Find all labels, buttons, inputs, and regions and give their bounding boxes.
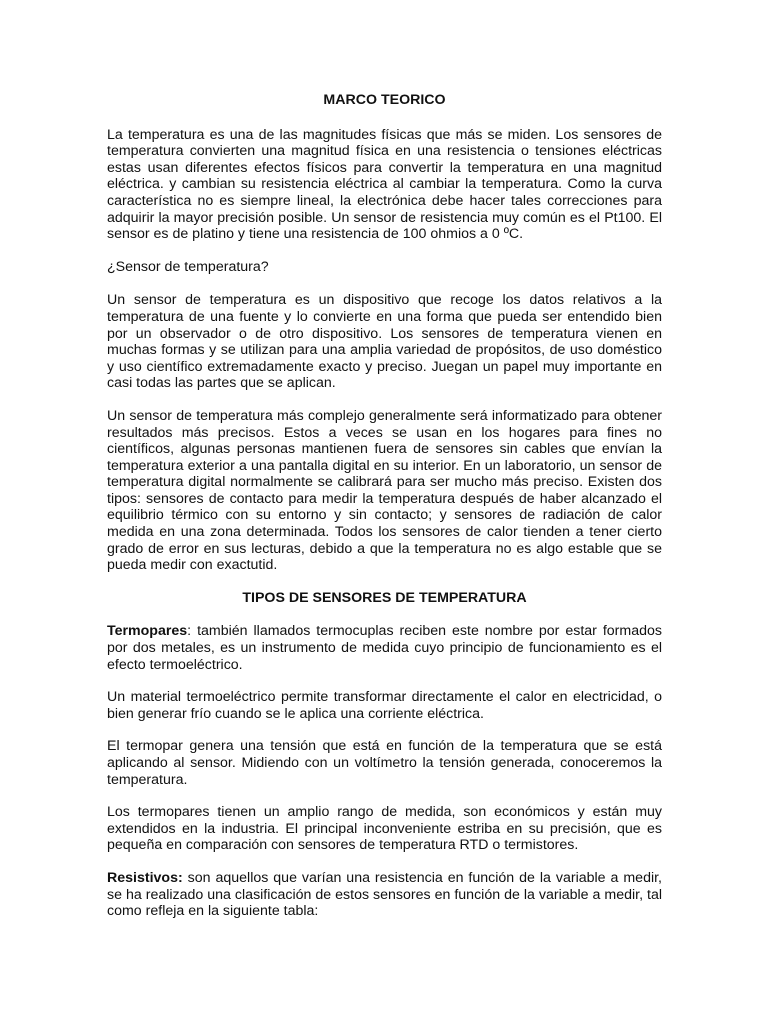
- definition-paragraph: Un sensor de temperatura es un dispositivo que recoge los datos relativos a la temperatura de una fuente y lo convierte en una forma que pueda ser entendido bien por un observador o de otro dispositivo. Los sensores de temperatura vienen en muchas formas y se utilizan para una amplia variedad de propósitos, de uso doméstico y uso científico extremadamente exacto y preciso. Juegan un papel muy importante en casi todas las partes que se aplican.: [107, 292, 662, 392]
- termopares-text: : también llamados termocuplas reciben este nombre por estar formados por dos metales, es un instrumento de medida cuyo principio de funcionamiento es el efecto termoeléctrico.: [107, 623, 662, 673]
- termopares-term: Termopares: [107, 623, 188, 640]
- range-paragraph: Los termopares tienen un amplio rango de medida, son económicos y están muy extendidos en la industria. El principal inconveniente estriba en su precisión, que es pequeña en comparación con sensores de temperatura RTD o termistores.: [107, 804, 662, 854]
- section-heading-tipos: TIPOS DE SENSORES DE TEMPERATURA: [242, 589, 527, 606]
- section-heading-marco-teorico: MARCO TEORICO: [323, 92, 446, 108]
- resistivos-term: Resistivos:: [107, 869, 183, 886]
- complex-sensor-paragraph: Un sensor de temperatura más complejo generalmente será informatizado para obtener resultados más precisos. Estos a veces se usan en los hogares para fines no científicos, algunas personas mantienen fuera de sensores sin cables que envían la temperatura exterior a una pantalla digital en su interior. En un laboratorio, un sensor de temperatura digital normalmente se calibrará para ser mucho más preciso. Existen dos tipos: sensores de contacto para medir la temperatura después de haber alcanzado el equilibrio térmico con su entorno y sin contacto; y sensores de radiación de calor medida en una zona determinada. Todos los sensores de calor tienden a tener cierto grado de error en sus lecturas, debido a que la temperatura no es algo estable que se pueda medir con exactutid.: [107, 407, 662, 574]
- resistivos-text: son aquellos que varían una resistencia en función de la variable a medir, se ha realizado una clasificación de estos sensores en función de la variable a medir, tal como refleja en la siguiente tabla:: [107, 869, 662, 920]
- intro-paragraph: La temperatura es una de las magnitudes físicas que más se miden. Los sensores de temperatura convierten una magnitud física en una resistencia o tensiones eléctricas estas usan diferentes efectos físicos para convertir la temperatura en una magnitud eléctrica. y cambian su resistencia eléctrica al cambiar la temperatura. Como la curva característica no es siempre lineal, la electrónica debe hacer tales correcciones para adquirir la mayor precisión posible. Un sensor de resistencia muy común es el Pt100. El sensor es de platino y tiene una resistencia de 100 ohmios a 0 ºC.: [107, 126, 662, 243]
- document-page: [107, 92, 662, 920]
- voltage-paragraph: El termopar genera una tensión que está en función de la temperatura que se está aplicando al sensor. Midiendo con un voltímetro la tensión generada, conoceremos la temperatura.: [107, 738, 662, 788]
- question-line: ¿Sensor de temperatura?: [107, 258, 269, 275]
- resistivos-paragraph: [107, 870, 662, 920]
- termopares-paragraph: [107, 623, 662, 673]
- thermoelectric-paragraph: Un material termoeléctrico permite transformar directamente el calor en electricidad, o bien generar frío cuando se le aplica una corriente eléctrica.: [107, 689, 662, 722]
